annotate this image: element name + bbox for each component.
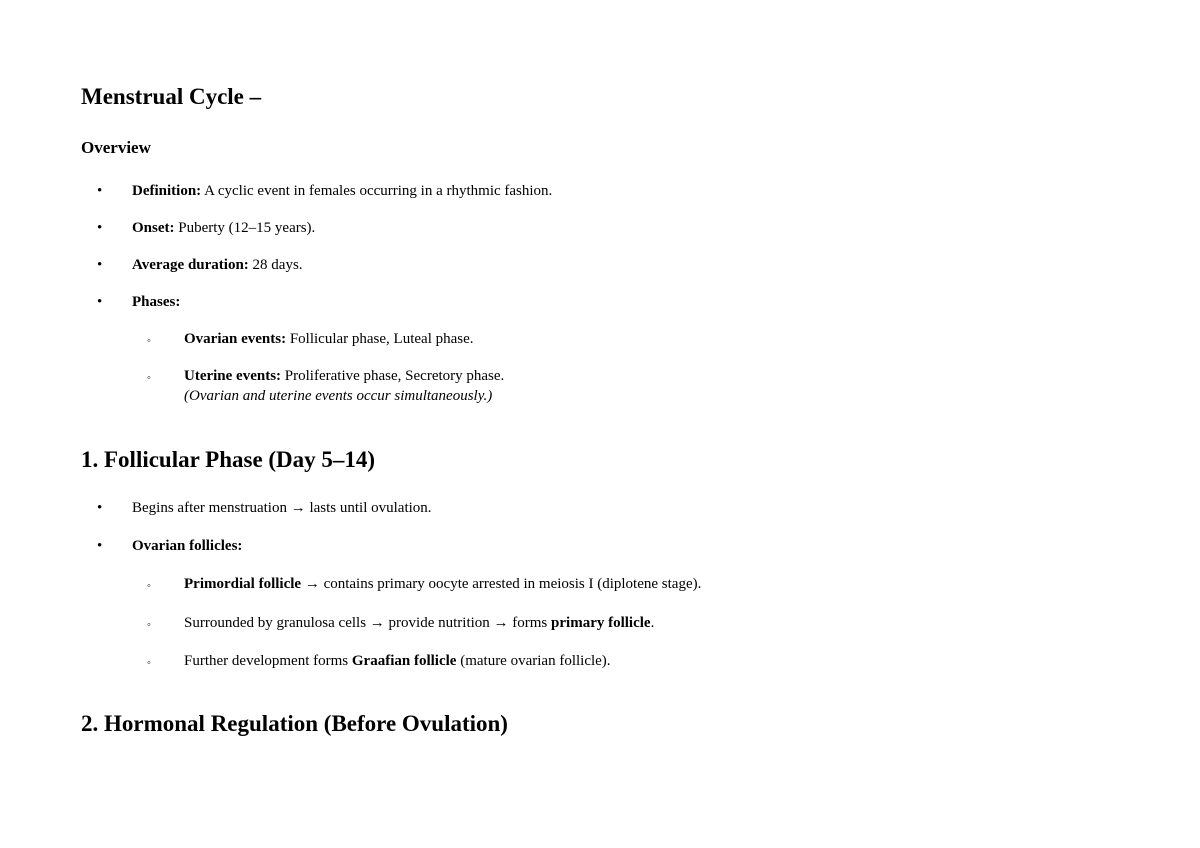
bullet-marker: • bbox=[97, 183, 103, 199]
bullet-marker: • bbox=[97, 220, 103, 236]
sub-item-label: Ovarian events: bbox=[184, 331, 287, 347]
simultaneous-note: (Ovarian and uterine events occur simultaneously.) bbox=[184, 388, 493, 404]
list-item-definition bbox=[132, 181, 552, 201]
list-item-average-duration bbox=[132, 255, 303, 275]
list-item-label: Phases: bbox=[132, 294, 181, 310]
sub-item-primordial-follicle bbox=[184, 574, 701, 594]
list-item-label: Onset: bbox=[132, 220, 175, 236]
sub-bullet-marker: ◦ bbox=[147, 335, 151, 347]
sub-item-label: Primordial follicle bbox=[184, 576, 302, 592]
bullet-marker: • bbox=[97, 294, 103, 310]
sub-item-uterine-events bbox=[184, 366, 504, 386]
sub-item-label: Uterine events: bbox=[184, 368, 282, 384]
list-item-text: Puberty (12–15 years). bbox=[174, 220, 316, 236]
bullet-marker: • bbox=[97, 500, 103, 516]
bullet-marker: • bbox=[97, 257, 103, 273]
list-item-ovarian-follicles: Ovarian follicles: bbox=[132, 538, 243, 554]
sub-item-text: . bbox=[650, 615, 655, 631]
overview-heading: Overview bbox=[81, 138, 151, 157]
page-title: Menstrual Cycle – bbox=[81, 84, 262, 109]
sub-item-bold-term: primary follicle bbox=[551, 615, 651, 631]
sub-item-text: → contains primary oocyte arrested in meiosis I (diplotene stage). bbox=[301, 576, 702, 592]
sub-item-text: Proliferative phase, Secretory phase. bbox=[281, 368, 505, 384]
sub-item-text: (mature ovarian follicle). bbox=[456, 653, 611, 669]
list-item-label: Average duration: bbox=[132, 257, 249, 273]
sub-item-text: Follicular phase, Luteal phase. bbox=[286, 331, 474, 347]
sub-item-text: Surrounded by granulosa cells → provide nutrition → forms bbox=[184, 615, 552, 631]
sub-item-graafian-follicle bbox=[184, 651, 611, 671]
list-item-onset bbox=[132, 218, 315, 238]
section-heading-follicular-phase: 1. Follicular Phase (Day 5–14) bbox=[81, 447, 376, 472]
sub-bullet-marker: ◦ bbox=[147, 372, 151, 384]
sub-item-text: Further development forms bbox=[184, 653, 352, 669]
section-heading-hormonal-regulation: 2. Hormonal Regulation (Before Ovulation) bbox=[81, 711, 508, 736]
sub-item-bold-term: Graafian follicle bbox=[351, 653, 457, 669]
sub-bullet-marker: ◦ bbox=[147, 619, 151, 631]
sub-item-granulosa-cells bbox=[184, 613, 654, 633]
list-item-phases bbox=[132, 292, 180, 312]
sub-bullet-marker: ◦ bbox=[147, 657, 151, 669]
sub-bullet-marker: ◦ bbox=[147, 580, 151, 592]
list-item-begins-after-menstruation: Begins after menstruation → lasts until ovulation. bbox=[132, 500, 432, 516]
list-item-text: A cyclic event in females occurring in a rhythmic fashion. bbox=[201, 183, 553, 199]
list-item-label: Definition: bbox=[132, 183, 202, 199]
bullet-marker: • bbox=[97, 538, 103, 554]
list-item-text: 28 days. bbox=[248, 257, 303, 273]
sub-item-ovarian-events bbox=[184, 329, 474, 349]
